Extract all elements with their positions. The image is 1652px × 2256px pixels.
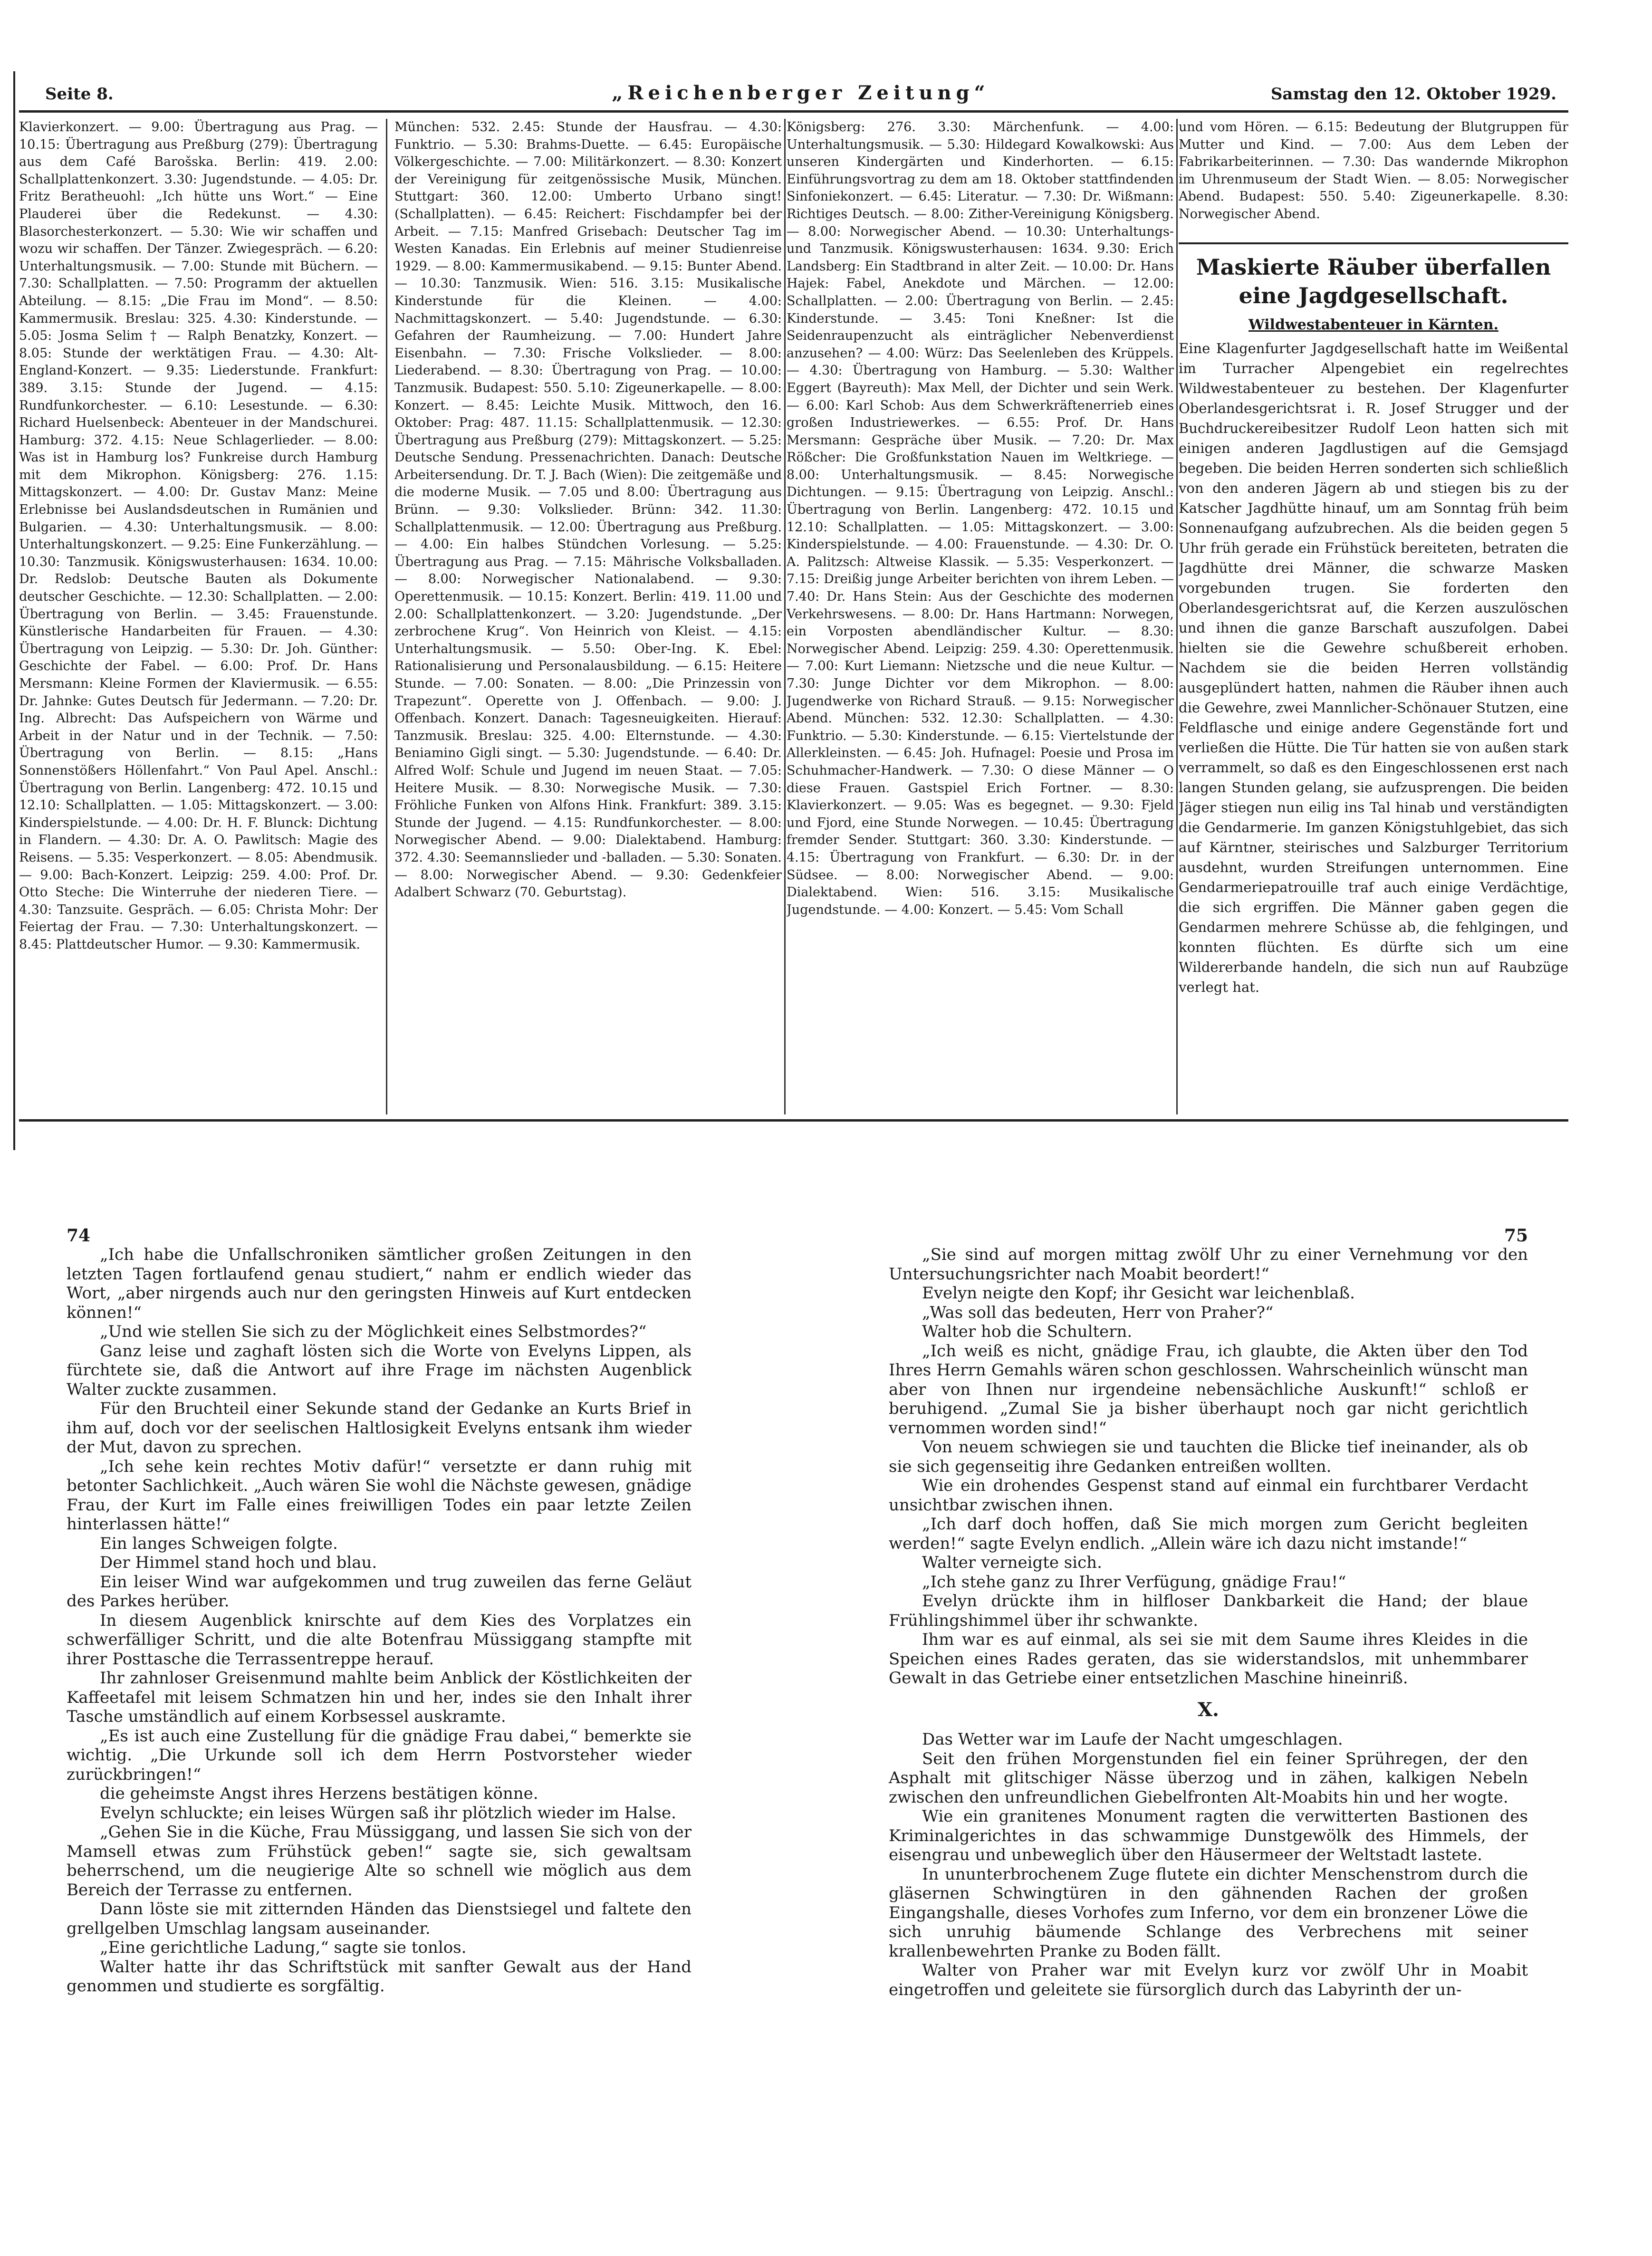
column-divider [386,119,387,1114]
book-paragraph: In ununterbrochenem Zuge flutete ein dichter Menschenstrom durch die gläsernen Schwingtüren in den gähnenden Rachen der großen Eingangshalle, dieses Vorhofes zum Inferno, vor dem ein bronzener Löwe die sich unruhig bäumende Schlange des Verbrechens mit seiner krallenbewehrten Pranke zu Boden fällt. [889,1864,1528,1961]
book-paragraph: Von neuem schwiegen sie und tauchten die Blicke tief ineinander, als ob sie sich gegenseitig ihre Gedanken entreißen wollten. [889,1438,1528,1476]
book-paragraph: Ein leiser Wind war aufgekommen und trug zuweilen das ferne Geläut des Parkes herüber. [67,1572,692,1611]
book-paragraph: Dann löste sie mit zitternden Händen das Dienstsiegel und faltete den grellgelben Umschlag langsam auseinander. [67,1900,692,1938]
article-subhead: Wildwestabenteuer in Kärnten. [1249,316,1498,333]
book-paragraph: Walter hob die Schultern. [922,1322,1133,1341]
issue-date: Samstag den 12. Oktober 1929. [1270,85,1556,104]
book-paragraph: „Ich darf doch hoffen, daß Sie mich morgen zum Gericht begleiten werden!“ sagte Evelyn endlich. „Allein wäre ich dazu nicht imstande!“ [889,1515,1528,1553]
book-paragraph: Das Wetter war im Laufe der Nacht umgeschlagen. [922,1730,1343,1749]
book-paragraph: In diesem Augenblick knirschte auf dem Kies des Vorplatzes ein schwerfälliger Schritt, und die alte Botenfrau Müssiggang stampfte mit ihrer Posttasche die Terrassentreppe herauf. [67,1611,692,1669]
book-paragraph: „Ich sehe kein rechtes Motiv dafür!“ versetzte er dann ruhig mit betonter Sachlichkeit. „Auch wären Sie wohl die Nächste gewesen, gnädige Frau, der Kurt im Falle eines freiwilligen Todes ein paar letzte Zeilen hinterlassen hätte!“ [67,1457,692,1534]
book-text-right [889,1245,1528,1688]
book-paragraph: „Ich stehe ganz zu Ihrer Verfügung, gnädige Frau!“ [922,1572,1346,1592]
section-rule [19,1119,1568,1122]
book-paragraph: Wie ein granitenes Monument ragten die verwitterten Bastionen des Kriminalgerichtes in das schwammige Dunstgewölk des Himmels, der eisengrau und unbeweglich über den Häusermeer der Weltstadt lastete. [889,1807,1528,1864]
radio-listing-text: Königsberg: 276. 3.30: Märchenfunk. — 4.00: Unterhaltungsmusik. — 5.30: Hildegard Kowalkowski: Aus unseren Kindergärten und Kinderhorten. — 6.15: Einführungsvortrag zu dem am 18. Oktober stattfindenden Sinfoniekonzert. — 6.45: Literatur. — 7.30: Dr. Wißmann: Richtiges Deutsch. — 8.00: Zither-Vereinigung Königsberg. — 8.00: Norwegischer Abend. — 10.30: Unterhaltungs- und Tanzmusik. Königswusterhausen: 1634. 9.30: Erich Landsberg: Ein Stadtbrand in alter Zeit. — 10.00: Dr. Hans Hajek: Fabel, Anekdote und Märchen. — 12.00: Schallplatten. — 2.00: Übertragung von Berlin. — 2.45: Kinderstunde. — 3.45: Toni Kneßner: Ist die Seidenraupenzucht als einträglicher Nebenverdienst anzusehen? — 4.00: Würz: Das Seelenleben des Krüppels. — 4.30: Übertragung von Hamburg. — 5.30: Walther Eggert (Bayreuth): Max Mell, der Dichter und sein Werk. — 6.00: Karl Schob: Aus dem Schwerkräftenerrieb eines großen Industriewerkes. — 6.55: Prof. Dr. Hans Mersmann: Gespräche über Musik. — 7.20: Dr. Max Rößcher: Die Großfunkstation Nauen im Weltkriege. — 8.00: Unterhaltungsmusik. — 8.45: Norwegische Dichtungen. — 9.15: Übertragung von Leipzig. Anschl.: Übertragung von Berlin. Langenberg: 472. 10.15 und 12.10: Schallplatten. — 1.05: Mittagskonzert. — 3.00: Kinderspielstunde. — 4.00: Frauenstunde. — 4.30: Dr. O. A. Palitzsch: Altweise Klassik. — 5.35: Vesperkonzert. — 7.15: Dreißig junge Arbeiter berichten von ihrem Leben. — 7.40: Dr. Hans Stein: Aus der Geschichte des modernen Verkehrswesens. — 8.00: Dr. Hans Hartmann: Norwegen, ein Vorposten abendländischer Kultur. — 8.30: Norwegischer Abend. Leipzig: 259. 4.30: Operettenmusik. — 7.00: Kurt Liemann: Nietzsche und die neue Kultur. — 7.30: Junge Dichter vor dem Mikrophon. — 8.00: Jugendwerke von Richard Strauß. — 9.15: Norwegischer Abend. München: 532. 12.30: Schallplatten. — 4.30: Funktrio. — 5.30: Kinderstunde. — 6.15: Viertelstunde der Allerkleinsten. — 6.45: Joh. Hufnagel: Poesie und Prosa im Schuhmacher-Handwerk. — 7.30: O diese Männer — O diese Frauen. Gastspiel Erich Fortner. — 8.30: Klavierkonzert. — 9.05: Was es begegnet. — 9.30: Fjeld und Fjord, eine Stunde Norwegen. — 10.45: Übertragung fremder Sender. Stuttgart: 360. 3.30: Kinderstunde. — 4.15: Übertragung von Frankfurt. — 6.30: Dr. in der Südsee. — 8.00: Norwegischer Abend. — 9.00: Dialektabend. Wien: 516. 3.15: Musikalische Jugendstunde. — 4.00: Konzert. — 5.45: Vom Schall [787,120,1174,917]
book-text-left [67,1245,692,1996]
chapter-heading: X. [1198,1698,1219,1721]
book-paragraph: Walter hatte ihr das Schriftstück mit sanfter Gewalt aus der Hand genommen und studierte es sorgfältig. [67,1957,692,1996]
radio-listing-text: München: 532. 2.45: Stunde der Hausfrau. — 4.30: Funktrio. — 5.30: Brahms-Duette. — 6.45: Europäische Völkergeschichte. — 7.00: Militärkonzert. — 8.30: Konzert der Vereinigung für zeitgenössische Musik, München. Stuttgart: 360. 12.00: Umberto Urbano singt! (Schallplatten). — 6.45: Reichert: Fischdampfer bei der Arbeit. — 7.15: Manfred Grisebach: Deutscher Tag im Westen Kanadas. Ein Erlebnis auf meiner Studienreise 1929. — 8.00: Kammermusikabend. — 9.15: Bunter Abend. — 10.30: Tanzmusik. Wien: 516. 3.15: Musikalische Kinderstunde für die Kleinen. — 4.00: Nachmittagskonzert. — 5.40: Jugendstunde. — 6.30: Gefahren der Raumheizung. — 7.00: Hundert Jahre Eisenbahn. — 7.30: Frische Volkslieder. — 8.00: Liederabend. — 8.30: Übertragung von Prag. — 10.00: Tanzmusik. Budapest: 550. 5.10: Zigeunerkapelle. — 8.00: Konzert. — 8.45: Leichte Musik. Mittwoch, den 16. Oktober: Prag: 487. 11.15: Schallplattenmusik. — 12.30: Übertragung aus Preßburg (279): Mittagskonzert. — 5.25: Deutsche Sendung. Pressenachrichten. Danach: Deutsche Arbeitersendung. Dr. T. J. Bach (Wien): Die zeitgemäße und die moderne Musik. — 7.05 und 8.00: Übertragung aus Brünn. — 9.30: Volkslieder. Brünn: 342. 11.30: Schallplattenmusik. — 12.00: Übertragung aus Preßburg. — 4.00: Ein halbes Stündchen Vorlesung. — 5.25: Übertragung aus Prag. — 7.15: Mährische Volksballaden. — 8.00: Norwegischer Nationalabend. — 9.30: Operettenmusik. — 10.15: Konzert. Berlin: 419. 11.00 und 2.00: Schallplattenkonzert. — 3.20: Jugendstunde. „Der zerbrochene Krug“. Von Heinrich von Kleist. — 4.15: Unterhaltungsmusik. — 5.50: Ober-Ing. K. Ebel: Rationalisierung und Personalausbildung. — 6.15: Heitere Stunde. — 7.00: Sonaten. — 8.00: „Die Prinzessin von Trapezunt“. Operette von J. Offenbach. — 9.00: J. Offenbach. Konzert. Danach: Tagesneuigkeiten. Hierauf: Tanzmusik. Breslau: 325. 4.00: Elternstunde. — 4.30: Beniamino Gigli singt. — 5.30: Jugendstunde. — 6.40: Dr. Alfred Wolf: Schule und Jugend im neuen Staat. — 7.05: Heitere Musik. — 8.30: Norwegische Musik. — 7.30: Fröhliche Funken von Alfons Hink. Frankfurt: 389. 3.15: Stunde der Jugend. — 4.15: Rundfunkorchester. — 8.00: Norwegischer Abend. — 9.00: Dialektabend. Hamburg: 372. 4.30: Seemannslieder und -balladen. — 5.30: Sonaten. — 8.00: Norwegischer Abend. — 9.30: Gedenkfeier Adalbert Schwarz (70. Geburtstag). [394,120,782,900]
page-header [45,76,1556,109]
book-paragraph: Walter von Praher war mit Evelyn kurz vor zwölf Uhr in Moabit eingetroffen und geleitete sie fürsorglich durch das Labyrinth der un- [889,1961,1528,1999]
news-article [1179,242,1568,998]
page-label: Seite 8. [45,85,114,104]
book-paragraph: Ein langes Schweigen folgte. [100,1534,338,1553]
radio-column-3 [787,119,1174,1114]
book-paragraph: Ihm war es auf einmal, als sei sie mit dem Saume ihres Kleides in die Speichen eines Rades geraten, das sie widerstandslos, mit unhemmbarer Gewalt in das Getriebe einer entsetzlichen Maschine hineinriß. [889,1630,1528,1688]
book-page-right [889,1226,1528,1999]
article-headline: Maskierte Räuber überfallen eine Jagdgesellschaft. [1196,254,1551,308]
radio-listing-text: und vom Hören. — 6.15: Bedeutung der Blutgruppen für Mutter und Kind. — 7.00: Aus dem Leben der Fabrikarbeiterinnen. — 7.30: Das wandernde Mikrophon im Uhrenmuseum der Stadt Wien. — 8.05: Norwegischer Abend. Budapest: 550. 5.40: Zigeunerkapelle. 8.30: Norwegischer Abend. [1179,120,1568,221]
book-paragraph: Ihr zahnloser Greisenmund mahlte beim Anblick der Köstlichkeiten der Kaffeetafel mit leisem Schmatzen hin und her, indes sie den Inhalt ihrer Tasche umständlich auf einem Korbsessel auskramte. [67,1669,692,1726]
column-divider [1176,119,1178,1114]
book-paragraph: Walter verneigte sich. [922,1553,1102,1572]
book-paragraph: Für den Bruchteil einer Sekunde stand der Gedanke an Kurts Brief in ihm auf, doch vor der seelischen Haltlosigkeit Evelyns entsank ihm wieder der Mut, davon zu sprechen. [67,1399,692,1457]
book-text-right-chapter [889,1730,1528,1999]
radio-column-2 [394,119,782,1114]
book-paragraph: Evelyn drückte ihm in hilfloser Dankbarkeit die Hand; der blaue Frühlingshimmel über ihr schwankte. [889,1592,1528,1630]
book-paragraph: Evelyn neigte den Kopf; ihr Gesicht war leichenblaß. [922,1284,1355,1303]
book-page-number-right: 75 [1504,1226,1528,1246]
news-column [1179,119,1568,1114]
book-paragraph: „Und wie stellen Sie sich zu der Möglichkeit eines Selbstmordes?“ [100,1322,647,1341]
book-paragraph: Der Himmel stand hoch und blau. [100,1553,377,1572]
radio-listing-text: Klavierkonzert. — 9.00: Übertragung aus Prag. — 10.15: Übertragung aus Preßburg (279): Übertragung aus dem Café Barošska. Berlin: 419. 2.00: Schallplattenkonzert. 3.30: Jugendstunde. — 4.05: Dr. Fritz Beratheuohl: „Ich hütte uns Wort.“ — Eine Plauderei über die Redekunst. — 4.30: Blasorchesterkonzert. — 5.30: Wie wir schaffen und wozu wir schaffen. Der Tänzer. Zwiegespräch. — 6.20: Unterhaltungsmusik. — 7.00: Stunde mit Büchern. — 7.30: Schallplatten. — 7.50: Programm der aktuellen Abteilung. — 8.15: „Die Frau im Mond“. — 8.50: Kammermusik. Breslau: 325. 4.30: Kinderstunde. — 5.05: Josma Selim † — Ralph Benatzky, Konzert. — 8.05: Stunde der werktätigen Frau. — 4.30: Alt-England-Konzert. — 9.35: Liederstunde. Frankfurt: 389. 3.15: Stunde der Jugend. — 4.15: Rundfunkorchester. — 6.10: Lesestunde. — 6.30: Richard Huelsenbeck: Abenteuer in der Mandschurei. Hamburg: 372. 4.15: Neue Schlagerlieder. — 8.00: Was ist in Hamburg los? Funkreise durch Hamburg mit dem Mikrophon. Königsberg: 276. 1.15: Mittagskonzert. — 4.00: Dr. Gustav Manz: Meine Erlebnisse bei Auslandsdeutschen in Rumänien und Bulgarien. — 4.30: Unterhaltungsmusik. — 8.00: Unterhaltungskonzert. — 9.25: Eine Funkerzählung. — 10.30: Tanzmusik. Königswusterhausen: 1634. 10.00: Dr. Redslob: Deutsche Bauten als Dokumente deutscher Geschichte. — 12.30: Schallplatten. — 2.00: Übertragung von Berlin. — 3.45: Frauenstunde. Künstlerische Handarbeiten für Frauen. — 4.30: Übertragung von Leipzig. — 5.30: Dr. Joh. Günther: Geschichte der Fabel. — 6.00: Prof. Dr. Hans Mersmann: Kleine Formen der Klaviermusik. — 6.55: Dr. Jahnke: Gutes Deutsch für Jedermann. — 7.20: Dr. Ing. Albrecht: Das Aufspeichern von Wärme und Arbeit in der Natur und in der Technik. — 7.50: Übertragung von Berlin. — 8.15: „Hans Sonnenstößers Höllenfahrt.“ Von Paul Apel. Anschl.: Übertragung von Berlin. Langenberg: 472. 10.15 und 12.10: Schallplatten. — 1.05: Mittagskonzert. — 3.00: Kinderspielstunde. — 4.00: Dr. H. F. Blunck: Dichtung in Flandern. — 4.30: Dr. A. O. Pawlitsch: Magie des Reisens. — 5.35: Vesperkonzert. — 8.05: Abendmusik. — 9.00: Bach-Konzert. Leipzig: 259. 4.00: Prof. Dr. Otto Steche: Die Winterruhe der niederen Tiere. — 4.30: Tanzsuite. Gespräch. — 6.05: Christa Mohr: Der Feiertag der Frau. — 7.30: Unterhaltungskonzert. — 8.45: Plattdeutscher Humor. — 9.30: Kammermusik. [19,120,378,952]
binding-edge-line [13,71,15,1150]
book-paragraph: Seit den frühen Morgenstunden fiel ein feiner Sprühregen, der den Asphalt mit glitschiger Nässe überzog und in zähen, kalkigen Nebeln zwischen den unfreundlichen Giebelfronten Alt-Moabits hin und her wogte. [889,1749,1528,1807]
book-page-left [67,1226,692,1996]
book-paragraph: „Gehen Sie in die Küche, Frau Müssiggang, und lassen Sie sich von der Mamsell etwas zum Frühstück geben!“ sagte sie, sich gewaltsam beherrschend, um die neugierige Alte so schnell wie möglich aus dem Bereich der Terrasse zu entfernen. [67,1823,692,1900]
book-paragraph: „Sie sind auf morgen mittag zwölf Uhr zu einer Vernehmung vor den Untersuchungsrichter nach Moabit beordert!“ [889,1245,1528,1284]
book-paragraph: „Ich weiß es nicht, gnädige Frau, ich glaubte, die Akten über den Tod Ihres Herrn Gemahls wären schon geschlossen. Wahrscheinlich wünscht man aber von Ihnen nur irgendeine nebensächliche Auskunft!“ schloß er beruhigend. „Zumal Sie ja bisher überhaupt noch gar nicht gerichtlich vernommen worden sind!“ [889,1341,1528,1438]
header-rule [19,110,1568,113]
book-paragraph: Wie ein drohendes Gespenst stand auf einmal ein furchtbarer Verdacht unsichtbar zwischen ihnen. [889,1476,1528,1515]
radio-column-1 [19,119,378,1114]
book-paragraph: „Eine gerichtliche Ladung,“ sagte sie tonlos. [100,1938,467,1957]
book-paragraph: die geheimste Angst ihres Herzens bestätigen könne. [100,1784,538,1803]
newspaper-title: „Reichenberger Zeitung“ [612,82,990,104]
book-paragraph: „Ich habe die Unfallschroniken sämtlicher großen Zeitungen in den letzten Tagen fortlaufend genau studiert,“ nahm er endlich wieder das Wort, „aber nirgends auch nur den geringsten Hinweis auf Kurt entdecken können!“ [67,1245,692,1322]
book-page-number-left: 74 [67,1226,91,1246]
article-body: Eine Klagenfurter Jagdgesellschaft hatte im Weißental im Turracher Alpengebiet ein regelrechtes Wildwestabenteuer zu bestehen. Der Klagenfurter Oberlandesgerichtsrat i. R. Josef Strugger und der Buchdruckereibesitzer Rudolf Leon hatten sich mit einigen anderen Jagdlustigen auf die Gemsjagd begeben. Die beiden Herren sonderten sich schließlich von den anderen Jägern ab und stiegen bis zu der Katscher Jagdhütte hinauf, um am Sonntag früh beim Sonnenaufgang aufzubrechen. Als die beiden gegen 5 Uhr früh gerade ein Frühstück bereiteten, betraten die Jagdhütte drei Männer, die schwarze Masken vorgebunden trugen. Sie forderten den Oberlandesgerichtsrat auf, die Kerzen auszulöschen und ihnen die ganze Barschaft auszufolgen. Dabei hielten sie die Gewehre schußbereit erhoben. Nachdem sie die beiden Herren vollständig ausgeplündert hatten, nahmen die Räuber ihnen auch die Gewehre, zwei Mannlicher-Schönauer Stutzen, eine Feldflasche und einige andere Gegenstände fort und verließen die Hütte. Die Tür hatten sie von außen stark verrammelt, so daß es den Eingeschlossenen erst nach langen Stunden gelang, sie aufzusprengen. Die beiden Jäger stiegen nun eilig ins Tal hinab und verständigten die Gendarmerie. Im ganzen Königstuhlgebiet, das sich auf Kärntner, steirisches und Salzburger Territorium ausdehnt, wurden Streifungen unternommen. Eine Gendarmeriepatrouille traf auch einige Verdächtige, die sich ergriffen. Die Männer gaben gegen die Gendarmen mehrere Schüsse ab, die fehlgingen, und konnten flüchten. Es dürfte sich um eine Wildererbande handeln, die sich nun auf Raubzüge verlegt hat. [1179,340,1568,996]
book-paragraph: „Was soll das bedeuten, Herr von Praher?“ [922,1303,1274,1322]
column-divider [784,119,786,1114]
book-paragraph: „Es ist auch eine Zustellung für die gnädige Frau dabei,“ bemerkte sie wichtig. „Die Urkunde soll ich dem Herrn Postvorsteher wieder zurückbringen!“ [67,1726,692,1784]
book-paragraph: Evelyn schluckte; ein leises Würgen saß ihr plötzlich wieder im Halse. [100,1803,676,1823]
book-paragraph: Ganz leise und zaghaft lösten sich die Worte von Evelyns Lippen, als fürchtete sie, daß die Antwort auf ihre Frage im nächsten Augenblick Walter zuckte zusammen. [67,1341,692,1399]
